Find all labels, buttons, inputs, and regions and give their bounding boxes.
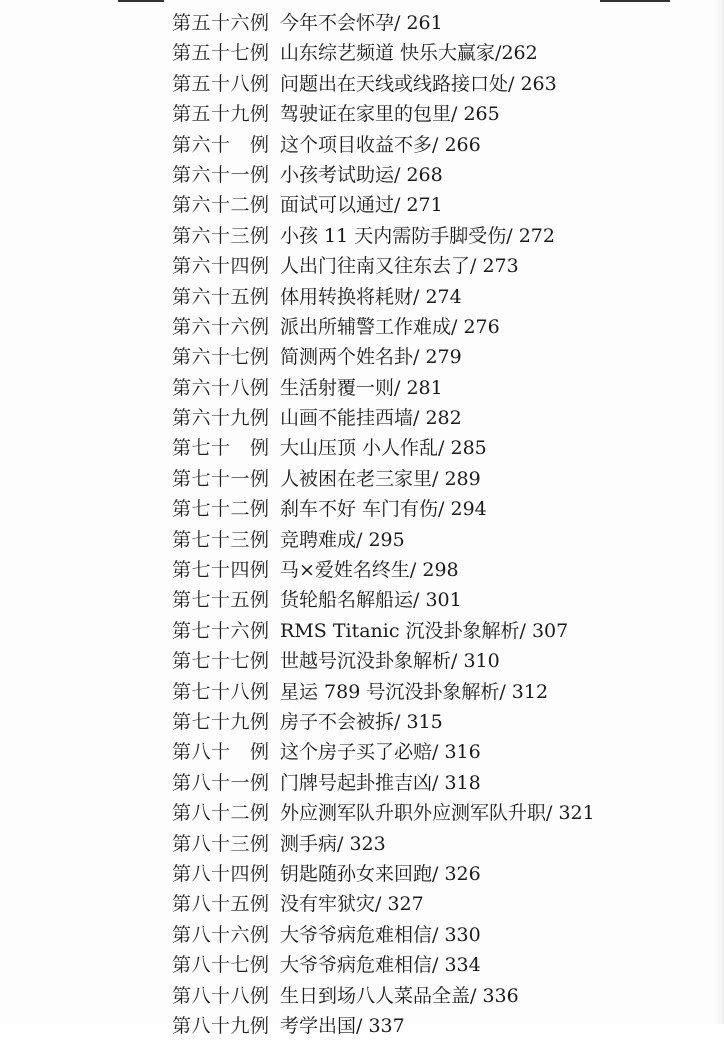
case-number: 第六十 例: [172, 133, 270, 156]
case-number: 第八十九例: [172, 1014, 270, 1037]
case-title-with-page: 大山压顶 小人作乱/ 285: [280, 437, 487, 460]
case-number: 第七十 例: [172, 437, 270, 460]
case-number: 第七十三例: [172, 528, 270, 551]
toc-entry: [172, 616, 712, 646]
toc-entry: [172, 920, 712, 950]
toc-entry: [172, 859, 712, 889]
case-number: 第六十四例: [172, 255, 270, 278]
case-number: 第五十六例: [172, 12, 270, 34]
toc-entry: [172, 190, 712, 220]
case-title-with-page: 生活射覆一则/ 281: [280, 376, 443, 399]
case-number: 第八十一例: [172, 771, 270, 794]
toc-entry: [172, 555, 712, 585]
case-title-with-page: 派出所辅警工作难成/ 276: [280, 315, 500, 338]
toc-entry: [172, 829, 712, 859]
toc-entry: [172, 1011, 712, 1041]
case-title-with-page: 大爷爷病危难相信/ 334: [280, 954, 481, 977]
case-title-with-page: 货轮船名解船运/ 301: [280, 589, 462, 612]
toc-entry: [172, 646, 712, 676]
case-number: 第六十一例: [172, 163, 270, 186]
toc-entry: [172, 950, 712, 980]
case-title-with-page: 生日到场八人菜品全盖/ 336: [280, 984, 519, 1007]
case-number: 第八十六例: [172, 923, 270, 946]
case-title-with-page: 测手病/ 323: [280, 832, 386, 855]
toc-entry: [172, 38, 712, 68]
toc-entry: [172, 433, 712, 463]
case-number: 第六十九例: [172, 407, 270, 430]
table-of-contents: [172, 8, 712, 1041]
case-title-with-page: 世越号沉没卦象解析/ 310: [280, 650, 500, 673]
case-number: 第七十五例: [172, 589, 270, 612]
case-title-with-page: 小孩 11 天内需防手脚受伤/ 272: [280, 224, 555, 247]
toc-entry: [172, 464, 712, 494]
case-title-with-page: 钥匙随孙女来回跑/ 326: [280, 862, 481, 885]
toc-entry: [172, 342, 712, 372]
case-number: 第五十九例: [172, 103, 270, 126]
case-title-with-page: 今年不会怀孕/ 261: [280, 12, 443, 34]
case-title-with-page: 没有牢狱灾/ 327: [280, 893, 424, 916]
case-number: 第六十二例: [172, 194, 270, 217]
toc-entry: [172, 160, 712, 190]
case-number: 第八十七例: [172, 954, 270, 977]
toc-entry: [172, 251, 712, 281]
toc-entry: [172, 373, 712, 403]
toc-entry: [172, 677, 712, 707]
toc-entry: [172, 585, 712, 615]
case-title-with-page: 面试可以通过/ 271: [280, 194, 443, 217]
toc-entry: [172, 889, 712, 919]
top-rule-left: [118, 0, 164, 2]
case-number: 第八十 例: [172, 741, 270, 764]
case-title-with-page: 房子不会被拆/ 315: [280, 710, 443, 733]
case-title-with-page: 小孩考试助运/ 268: [280, 163, 443, 186]
case-title-with-page: 人被困在老三家里/ 289: [280, 467, 481, 490]
case-title-with-page: 体用转换将耗财/ 274: [280, 285, 462, 308]
case-number: 第八十四例: [172, 862, 270, 885]
case-number: 第七十四例: [172, 559, 270, 582]
toc-entry: [172, 525, 712, 555]
toc-entry: [172, 737, 712, 767]
toc-entry: [172, 768, 712, 798]
case-number: 第五十七例: [172, 42, 270, 65]
case-title-with-page: 大爷爷病危难相信/ 330: [280, 923, 481, 946]
case-title-with-page: 竞聘难成/ 295: [280, 528, 405, 551]
case-number: 第六十五例: [172, 285, 270, 308]
case-title-with-page: 问题出在天线或线路接口处/ 263: [280, 72, 557, 95]
case-number: 第七十八例: [172, 680, 270, 703]
toc-entry: [172, 981, 712, 1011]
case-title-with-page: 刹车不好 车门有伤/ 294: [280, 498, 487, 521]
scan-edge-shadow: [716, 0, 724, 1024]
toc-entry: [172, 494, 712, 524]
case-title-with-page: 考学出国/ 337: [280, 1014, 405, 1037]
case-title-with-page: 外应测军队升职外应测军队升职/ 321: [280, 802, 595, 825]
case-title-with-page: 门牌号起卦推吉凶/ 318: [280, 771, 481, 794]
case-number: 第七十七例: [172, 650, 270, 673]
case-number: 第八十五例: [172, 893, 270, 916]
case-number: 第七十九例: [172, 710, 270, 733]
top-rule-right: [600, 0, 670, 2]
toc-entry: [172, 707, 712, 737]
toc-entry: [172, 69, 712, 99]
case-number: 第八十三例: [172, 832, 270, 855]
case-title-with-page: 简测两个姓名卦/ 279: [280, 346, 462, 369]
case-title-with-page: 山东综艺频道 快乐大赢家/262: [280, 42, 538, 65]
case-number: 第七十二例: [172, 498, 270, 521]
case-title-with-page: 人出门往南又往东去了/ 273: [280, 255, 519, 278]
toc-entry: [172, 403, 712, 433]
case-number: 第七十一例: [172, 467, 270, 490]
case-title-with-page: 这个房子买了必赔/ 316: [280, 741, 481, 764]
case-number: 第六十八例: [172, 376, 270, 399]
toc-entry: [172, 8, 712, 38]
toc-entry: [172, 130, 712, 160]
case-title-with-page: RMS Titanic 沉没卦象解析/ 307: [280, 619, 569, 642]
case-number: 第八十八例: [172, 984, 270, 1007]
case-number: 第六十七例: [172, 346, 270, 369]
case-title-with-page: 驾驶证在家里的包里/ 265: [280, 103, 500, 126]
case-title-with-page: 马×爱姓名终生/ 298: [280, 559, 459, 582]
case-number: 第五十八例: [172, 72, 270, 95]
toc-entry: [172, 312, 712, 342]
toc-entry: [172, 221, 712, 251]
case-number: 第八十二例: [172, 802, 270, 825]
case-number: 第六十三例: [172, 224, 270, 247]
case-number: 第六十六例: [172, 315, 270, 338]
toc-entry: [172, 798, 712, 828]
case-title-with-page: 星运 789 号沉没卦象解析/ 312: [280, 680, 549, 703]
case-title-with-page: 这个项目收益不多/ 266: [280, 133, 481, 156]
toc-entry: [172, 282, 712, 312]
case-title-with-page: 山画不能挂西墙/ 282: [280, 407, 462, 430]
toc-entry: [172, 99, 712, 129]
case-number: 第七十六例: [172, 619, 270, 642]
